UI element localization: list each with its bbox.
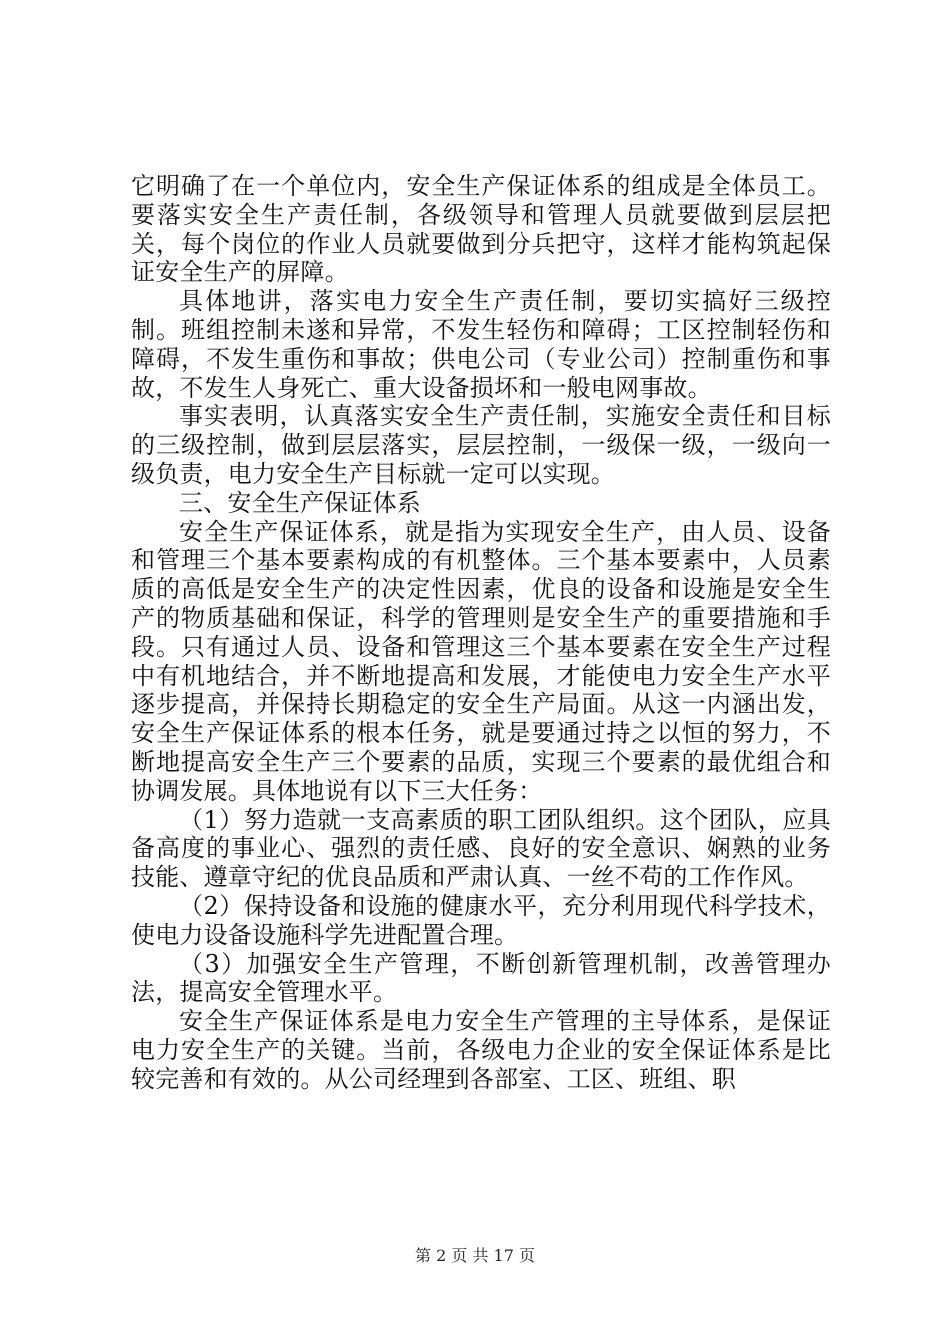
paragraph: 安全生产保证体系，就是指为实现安全生产，由人员、设备和管理三个基本要素构成的有机整体。三个基本要素中，人员素质的高低是安全生产的决定性因素，优良的设备和设施是安全生产的物质基础和保证，科学的管理则是安全生产的重要措施和手段。只有通过人员、设备和管理这三个基本要素在安全生产过程中有机地结合，并不断地提高和发展，才能使电力安全生产水平逐步提高，并保持长期稳定的安全生产局面。从这一内涵出发，安全生产保证体系的根本任务，就是要通过持之以恒的努力，不断地提高安全生产三个要素的品质，实现三个要素的最优组合和协调发展。具体地说有以下三大任务： [131, 517, 831, 805]
document-body [131, 172, 831, 1094]
paragraph: 具体地讲，落实电力安全生产责任制，要切实搞好三级控制。班组控制未遂和异常，不发生轻伤和障碍；工区控制轻伤和障碍，不发生重伤和事故；供电公司（专业公司）控制重伤和事故，不发生人身死亡、重大设备损坏和一般电网事故。 [131, 287, 831, 402]
page-footer [0, 1243, 950, 1266]
list-item: （2）保持设备和设施的健康水平，充分利用现代科学技术，使电力设备设施科学先进配置合理。 [131, 891, 831, 949]
list-item: （1）努力造就一支高素质的职工团队组织。这个团队，应具备高度的事业心、强烈的责任感、良好的安全意识、娴熟的业务技能、遵章守纪的优良品质和严肃认真、一丝不苟的工作作风。 [131, 805, 831, 892]
section-heading: 三、安全生产保证体系 [179, 488, 421, 517]
paragraph: 它明确了在一个单位内，安全生产保证体系的组成是全体员工。要落实安全生产责任制，各级领导和管理人员就要做到层层把关，每个岗位的作业人员就要做到分兵把守，这样才能构筑起保证安全生产的屏障。 [131, 172, 831, 287]
page-number: 第 2 页 共 17 页 [415, 1246, 535, 1265]
list-item: （3）加强安全生产管理，不断创新管理机制，改善管理办法，提高安全管理水平。 [131, 949, 831, 1007]
paragraph: 事实表明，认真落实安全生产责任制，实施安全责任和目标的三级控制，做到层层落实，层层控制，一级保一级，一级向一级负责，电力安全生产目标就一定可以实现。 [131, 402, 831, 488]
paragraph: 安全生产保证体系是电力安全生产管理的主导体系，是保证电力安全生产的关键。当前，各级电力企业的安全保证体系是比较完善和有效的。从公司经理到各部室、工区、班组、职 [131, 1007, 831, 1093]
